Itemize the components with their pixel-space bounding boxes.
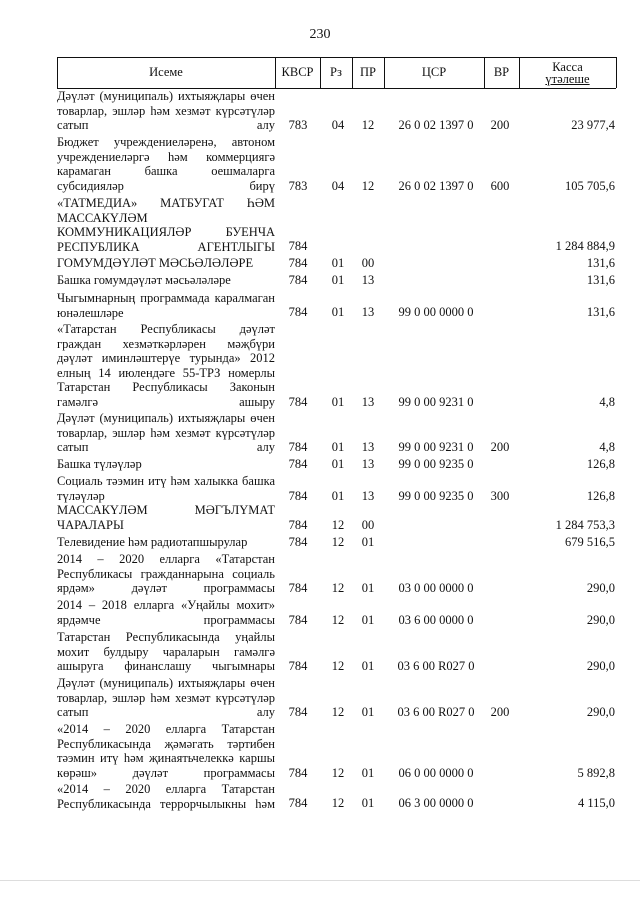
row-rz: 01	[331, 395, 345, 409]
row-kvsr: 784	[288, 273, 308, 287]
row-rz: 12	[331, 581, 345, 595]
row-kvsr: 784	[288, 239, 308, 253]
row-sum: 131,6	[586, 273, 615, 287]
header-name: Исеме	[149, 65, 183, 79]
row-name: Башка гомумдәүләт мәсьәләләре	[57, 273, 231, 287]
header-kassa-line1: Касса	[552, 59, 583, 74]
row-pr: 01	[361, 659, 375, 673]
row-name: 2014 – 2018 елларга «Уңайлы мохит» ярдәмче программасы	[57, 598, 275, 627]
row-sum: 23 977,4	[571, 118, 615, 132]
row-rz: 12	[331, 659, 345, 673]
row-pr: 01	[361, 535, 375, 549]
row-pr: 12	[361, 118, 375, 132]
row-sum: 1 284 753,3	[555, 518, 615, 532]
row-csr: 99 0 00 9231 0	[398, 440, 474, 454]
row-rz: 04	[331, 118, 345, 132]
header-kassa-line2: үтәлеше	[545, 71, 590, 86]
row-kvsr: 784	[288, 489, 308, 503]
row-name: Татарстан Республикасында уңайлы мохит булдыру чараларын гамәлгә ашыруга финанслашу чыгымнары	[57, 630, 275, 673]
row-kvsr: 784	[288, 613, 308, 627]
row-kvsr: 784	[288, 395, 308, 409]
row-pr: 13	[361, 489, 375, 503]
row-sum: 290,0	[586, 705, 615, 719]
row-rz: 04	[331, 179, 345, 193]
page-number: 230	[309, 27, 331, 42]
row-name: ГОМУМДӘҮЛӘТ МӘСЬӘЛӘЛӘРЕ	[57, 256, 254, 270]
row-pr: 12	[361, 179, 375, 193]
row-kvsr: 784	[288, 766, 308, 780]
row-rz: 01	[331, 457, 345, 471]
row-pr: 01	[361, 796, 375, 810]
row-kvsr: 784	[288, 305, 308, 319]
row-sum: 290,0	[586, 659, 615, 673]
row-kvsr: 784	[288, 518, 308, 532]
row-name: Дәүләт (муниципаль) ихтыяҗлары өчен товарлар, эшләр һәм хезмәт күрсәтүләр сатып алу	[57, 676, 275, 719]
row-sum: 105 705,6	[565, 179, 615, 193]
row-kvsr: 784	[288, 659, 308, 673]
row-rz: 12	[331, 796, 345, 810]
row-kvsr: 783	[288, 118, 308, 132]
row-sum: 290,0	[586, 581, 615, 595]
header-vr: ВР	[493, 65, 510, 79]
row-sum: 126,8	[586, 457, 615, 471]
header-rz: Рз	[330, 65, 342, 79]
row-sum: 126,8	[586, 489, 615, 503]
row-name: «ТАТМЕДИА» МАТБУГАТ ҺӘМ МАССАКҮЛӘМ КОММУНИКАЦИЯЛӘР БУЕНЧА РЕСПУБЛИКА АГЕНТЛЫГЫ	[57, 196, 275, 254]
row-sum: 4,8	[599, 395, 615, 409]
row-name: Дәүләт (муниципаль) ихтыяҗлары өчен товарлар, эшләр һәм хезмәт күрсәтүләр сатып алу	[57, 89, 275, 132]
header-kassa	[519, 57, 616, 88]
row-kvsr: 784	[288, 796, 308, 810]
row-name: Социаль тәэмин итү һәм халыкка башка түләүләр	[57, 474, 275, 503]
row-rz: 01	[331, 273, 345, 287]
row-pr: 01	[361, 705, 375, 719]
row-pr: 00	[361, 518, 375, 532]
row-sum: 5 892,8	[577, 766, 615, 780]
row-pr: 13	[361, 457, 375, 471]
row-pr: 01	[361, 613, 375, 627]
row-name: 2014 – 2020 елларга «Татарстан Республикасы гражданнарына социаль ярдәм» дәүләт программасы	[57, 552, 275, 595]
row-rz: 12	[331, 766, 345, 780]
row-rz: 12	[331, 535, 345, 549]
header-divider	[616, 57, 617, 88]
page-bottom-edge	[0, 880, 640, 881]
row-pr: 13	[361, 273, 375, 287]
row-csr: 06 0 00 0000 0	[398, 766, 474, 780]
row-kvsr: 784	[288, 535, 308, 549]
row-sum: 4,8	[599, 440, 615, 454]
row-name: «2014 – 2020 елларга Татарстан Республикасында террорчылыкны һәм	[57, 782, 275, 811]
row-rz: 01	[331, 256, 345, 270]
row-name: «2014 – 2020 елларга Татарстан Республикасында җәмәгать тәртибен тәэмин итү һәм җинаятьчелеккә каршы көрәш» дәүләт программасы	[57, 722, 275, 780]
row-name: МАССАКҮЛӘМ МӘГЪЛҮМАТ ЧАРАЛАРЫ	[57, 503, 275, 532]
row-rz: 12	[331, 705, 345, 719]
row-sum: 131,6	[586, 305, 615, 319]
row-name: Бюджет учреждениеләренә, автоном учреждениеләргә һәм коммерциягә карамаган башка оешмаларга субсидияләр бирү	[57, 135, 275, 193]
row-vr: 200	[490, 440, 510, 454]
row-vr: 600	[490, 179, 510, 193]
row-kvsr: 783	[288, 179, 308, 193]
row-kvsr: 784	[288, 440, 308, 454]
row-csr: 03 6 00 0000 0	[398, 613, 474, 627]
row-vr: 300	[490, 489, 510, 503]
row-sum: 290,0	[586, 613, 615, 627]
row-sum: 4 115,0	[577, 796, 615, 810]
row-rz: 01	[331, 305, 345, 319]
row-name: Чыгымнарның программада каралмаган юнәлешләре	[57, 291, 275, 320]
row-pr: 00	[361, 256, 375, 270]
row-csr: 26 0 02 1397 0	[398, 118, 474, 132]
row-pr: 13	[361, 395, 375, 409]
row-rz: 01	[331, 489, 345, 503]
row-csr: 06 3 00 0000 0	[398, 796, 474, 810]
row-csr: 99 0 00 0000 0	[398, 305, 474, 319]
header-csr: ЦСР	[421, 65, 447, 79]
row-name: Телевидение һәм радиотапшырулар	[57, 535, 248, 549]
row-csr: 03 6 00 R027 0	[397, 705, 475, 719]
row-csr: 99 0 00 9231 0	[398, 395, 474, 409]
row-csr: 99 0 00 9235 0	[398, 489, 474, 503]
row-pr: 13	[361, 440, 375, 454]
row-name: Башка түләүләр	[57, 457, 142, 471]
row-kvsr: 784	[288, 705, 308, 719]
row-name: «Татарстан Республикасы дәүләт граждан хезмәткәрләрен мәҗбүри дәүләт иминләштерүе турында» 2012 елның 14 июлендәге 55-ТРЗ номерлы Татарстан Республикасы Законын гамәлгә ашыру	[57, 322, 275, 409]
header-kvsr: КВСР	[281, 65, 314, 79]
row-kvsr: 784	[288, 256, 308, 270]
row-kvsr: 784	[288, 581, 308, 595]
row-rz: 12	[331, 613, 345, 627]
row-sum: 131,6	[586, 256, 615, 270]
row-rz: 12	[331, 518, 345, 532]
row-vr: 200	[490, 118, 510, 132]
row-pr: 01	[361, 766, 375, 780]
header-pr: ПР	[360, 65, 376, 79]
row-sum: 1 284 884,9	[555, 239, 615, 253]
row-pr: 01	[361, 581, 375, 595]
row-csr: 99 0 00 9235 0	[398, 457, 474, 471]
row-name: Дәүләт (муниципаль) ихтыяҗлары өчен товарлар, эшләр һәм хезмәт күрсәтүләр сатып алу	[57, 411, 275, 454]
row-csr: 03 6 00 R027 0	[397, 659, 475, 673]
row-csr: 26 0 02 1397 0	[398, 179, 474, 193]
row-csr: 03 0 00 0000 0	[398, 581, 474, 595]
row-sum: 679 516,5	[565, 535, 615, 549]
row-rz: 01	[331, 440, 345, 454]
row-kvsr: 784	[288, 457, 308, 471]
row-pr: 13	[361, 305, 375, 319]
row-vr: 200	[490, 705, 510, 719]
